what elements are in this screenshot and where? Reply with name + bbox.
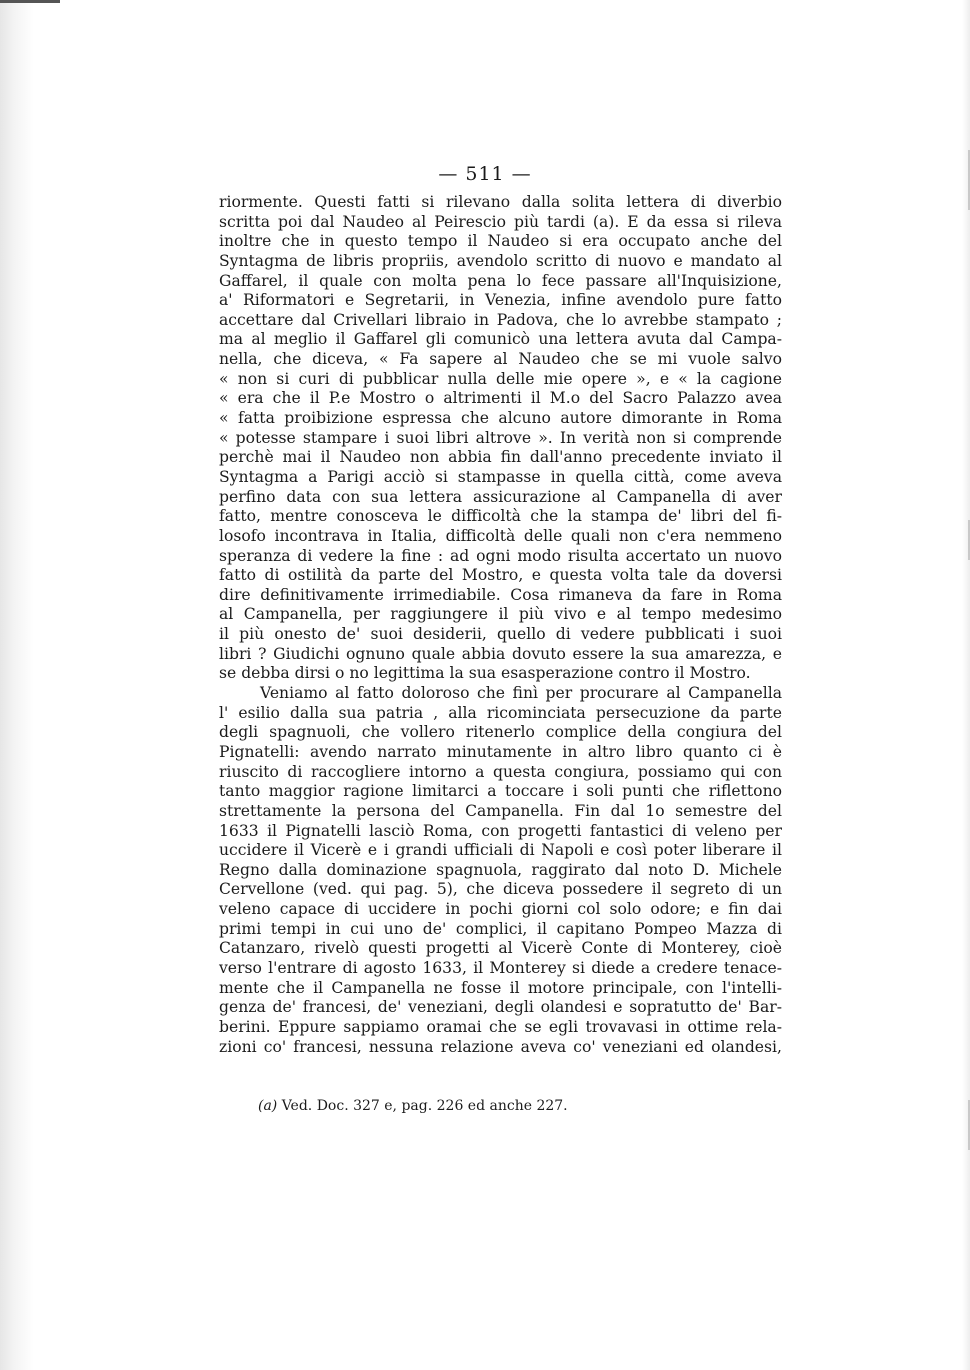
text-line: Catanzaro, rivelò questi progetti al Vicerè Conte di Monterey, cioè: [219, 939, 782, 958]
text-line: degli spagnuoli, che vollero ritenerlo complice della congiura del: [219, 723, 782, 742]
text-line: fatto di ostilità da parte del Mostro, e questa volta tale da doversi: [219, 566, 782, 585]
text-line: al Campanella, per raggiungere il più vivo e al tempo medesimo: [219, 605, 782, 624]
text-line: berini. Eppure sappiamo oramai che se egli trovavasi in ottime rela-: [219, 1017, 782, 1036]
text-line: nella, che diceva, « Fa sapere al Naudeo che se mi vuole salvo: [219, 350, 782, 369]
text-line: il più onesto de' suoi desiderii, quello di vedere pubblicati i suoi: [219, 625, 782, 644]
page-left-shadow: [0, 0, 34, 1370]
page-number: — 511 —: [438, 163, 532, 185]
text-line: Gaffarel, il quale con molta pena lo fece passare all'Inquisizione,: [219, 271, 782, 290]
body-text: [219, 193, 782, 1057]
text-line: Veniamo al fatto doloroso che finì per procurare al Campanella: [260, 684, 782, 703]
text-line: Syntagma a Parigi acciò si stampasse in quella città, come aveva: [219, 467, 782, 486]
text-line: Pignatelli: avendo narrato minutamente in altro libro quanto ci è: [219, 742, 782, 761]
text-line: uccidere il Vicerè e i grandi ufficiali di Napoli e così poter liberare il: [219, 841, 782, 860]
text-line: « non si curi di pubblicar nulla delle mie opere », e « la cagione: [219, 369, 782, 388]
text-line: strettamente la persona del Campanella. Fin dal 1o semestre del: [219, 801, 782, 820]
text-line: l' esilio dalla sua patria , alla ricominciata persecuzione da parte: [219, 703, 782, 722]
text-line: veleno capace di uccidere in pochi giorni col solo odore; e fin dai: [219, 900, 782, 919]
text-line: a' Riformatori e Segretarii, in Venezia, infine avendolo pure fatto: [219, 291, 782, 310]
text-line: verso l'entrare di agosto 1633, il Monterey si diede a credere tenace-: [219, 958, 782, 977]
text-line: tanto maggior ragione limitarci a toccare i soli punti che riflettono: [219, 782, 782, 801]
text-line: primi tempi in cui uno de' complici, il capitano Pompeo Mazza di: [219, 919, 782, 938]
text-line: perchè mai il Naudeo non abbia fin dall'anno precedente inviato il: [219, 448, 782, 467]
footnote: [258, 1098, 568, 1114]
text-line: « fatta proibizione espressa che alcuno autore dimorante in Roma: [219, 409, 782, 428]
text-line: zioni co' francesi, nessuna relazione aveva co' veneziani ed olandesi,: [219, 1037, 782, 1056]
page-corner-mark: [0, 0, 60, 3]
text-line: dire definitivamente irrimediabile. Cosa rimaneva da fare in Roma: [219, 585, 782, 604]
text-line: « era che il P.e Mostro o altrimenti il M.o del Sacro Palazzo avea: [219, 389, 782, 408]
text-line: genza de' francesi, de' veneziani, degli olandesi e sopratutto de' Bar-: [219, 998, 782, 1017]
text-line: Syntagma de libris propriis, avendolo scritto di nuovo e mandato al: [219, 251, 782, 270]
text-line: losofo incontrava in Italia, difficoltà delle quali non c'era nemmeno: [219, 526, 782, 545]
text-line: Cervellone (ved. qui pag. 5), che diceva possedere il segreto di un: [219, 880, 782, 899]
text-line: perfino data con sua lettera assicurazione al Campanella di aver: [219, 487, 782, 506]
footnote-text: Ved. Doc. 327 e, pag. 226 ed anche 227.: [281, 1098, 568, 1114]
text-line: inoltre che in questo tempo il Naudeo si era occupato anche del: [219, 232, 782, 251]
footnote-marker: (a): [258, 1098, 278, 1114]
text-line: Regno dalla dominazione spagnuola, raggirato dal noto D. Michele: [219, 860, 782, 879]
text-line: mente che il Campanella ne fosse il motore principale, con l'intelli-: [219, 978, 782, 997]
text-line: 1633 il Pignatelli lasciò Roma, con progetti fantastici di veleno per: [219, 821, 782, 840]
text-line: riormente. Questi fatti si rilevano dalla solita lettera di diverbio: [219, 193, 782, 211]
text-line: « potesse stampare i suoi libri altrove ». In verità non si comprende: [219, 428, 782, 447]
text-line: ma al meglio il Gaffarel gli comunicò una lettera avuta dal Campa-: [219, 330, 782, 349]
text-line: riuscito di raccogliere intorno a questa congiura, possiamo qui con: [219, 762, 782, 781]
text-line: se debba dirsi o no legittima la sua esasperazione contro il Mostro.: [219, 664, 751, 683]
text-line: libri ? Giudichi ognuno quale abbia dovuto essere la sua amarezza, e: [219, 644, 782, 663]
text-line: fatto, mentre conosceva le difficoltà che la stampa de' libri del fi-: [219, 507, 782, 526]
text-line: accettare dal Crivellari libraio in Padova, che lo avrebbe stampato ;: [219, 310, 782, 329]
text-line: scritta poi dal Naudeo al Peirescio più tardi (a). E da essa si rileva: [219, 212, 782, 231]
text-line: speranza di vedere la fine : ad ogni modo risulta accertato un nuovo: [219, 546, 782, 565]
